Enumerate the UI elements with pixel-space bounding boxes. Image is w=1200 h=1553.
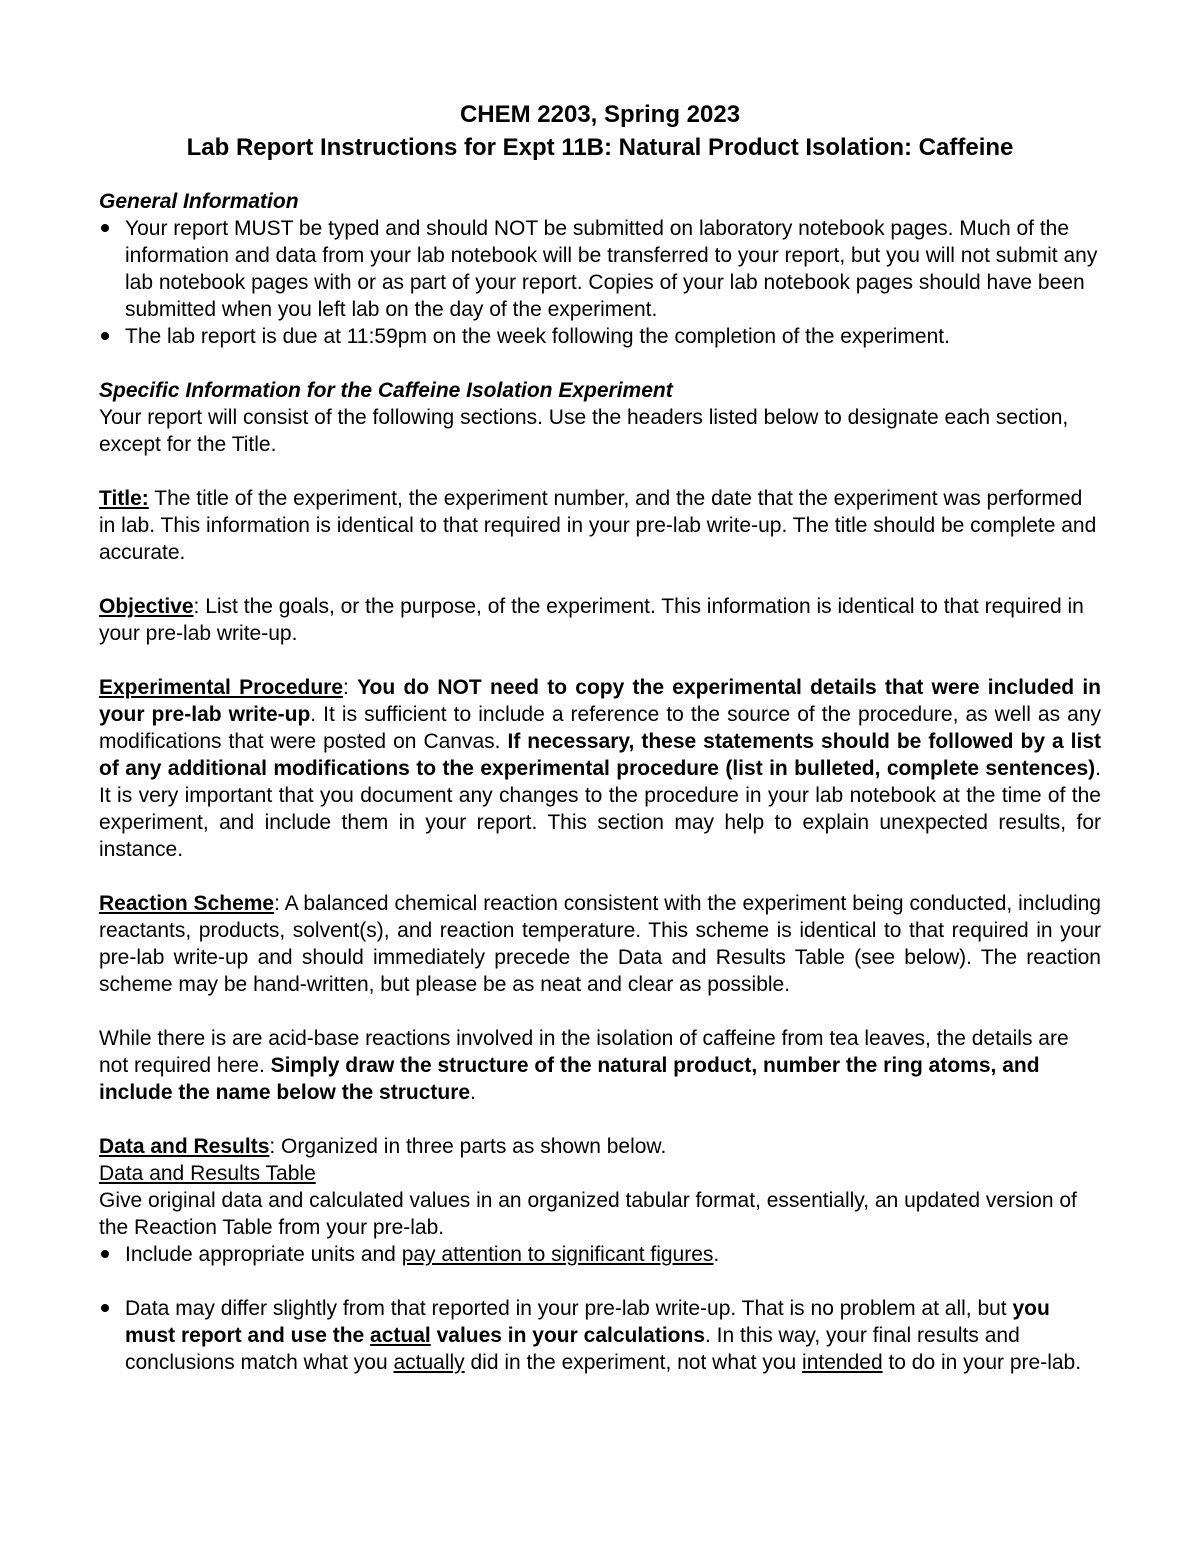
data-bullet-2-bold-2: values in your calculations xyxy=(430,1324,706,1347)
data-results-intro: Give original data and calculated values in an organized tabular format, essentially, an updated version of the Reaction Table from your pre-lab. xyxy=(99,1189,1077,1239)
specific-info-intro: Your report will consist of the following sections. Use the headers listed below to designate each section, except for the Title. xyxy=(99,406,1069,456)
data-bullet-2-actual: actual xyxy=(370,1324,431,1347)
data-bullet-2-actually: actually xyxy=(393,1351,465,1374)
data-results-label: Data and Results xyxy=(99,1135,270,1158)
bullet-icon xyxy=(101,224,109,232)
bullet-icon xyxy=(101,1304,109,1312)
data-bullet-2-bold-1: you must report and use the xyxy=(125,1297,1050,1347)
list-item xyxy=(99,215,1101,323)
data-bullet-2-a: Data may differ slightly from that reported in your pre-lab write-up. That is no problem at all, but xyxy=(125,1297,1013,1320)
data-results-list-2 xyxy=(99,1295,1101,1376)
list-item xyxy=(99,1295,1101,1376)
reaction-p2-text: While there is are acid-base reactions involved in the isolation of caffeine from tea leaves, the details are not required here. xyxy=(99,1027,1069,1077)
general-info-heading: General Information xyxy=(99,190,299,213)
data-results-text: : Organized in three parts as shown below. xyxy=(269,1135,667,1158)
reaction-paragraph-2 xyxy=(99,1025,1101,1106)
course-title: CHEM 2203, Spring 2023 xyxy=(459,101,741,128)
objective-section xyxy=(99,593,1101,647)
reaction-p2-end: . xyxy=(470,1081,476,1104)
data-bullet-2-intended: intended xyxy=(802,1351,883,1374)
document-title: Lab Report Instructions for Expt 11B: Natural Product Isolation: Caffeine xyxy=(186,134,1014,161)
title-label: Title: xyxy=(99,487,149,510)
list-item xyxy=(99,323,1101,350)
data-results-section xyxy=(99,1133,1101,1160)
procedure-bold-2: If necessary, these statements should be followed by a list of any additional modifications to the experimental procedure (list in bulleted, complete sentences) xyxy=(99,730,1101,780)
general-info-list xyxy=(99,215,1101,350)
procedure-bold-1: You do NOT need to copy the experimental details that were included in your pre-lab write-up xyxy=(99,676,1101,726)
reaction-text: : A balanced chemical reaction consistent with the experiment being conducted, including reactants, products, solvent(s), and reaction temperature. This scheme is identical to that required in your pre-lab write-up and should immediately precede the Data and Results Table (see below). The reaction scheme may be hand-written, but please be as neat and clear as possible. xyxy=(99,892,1101,996)
list-item xyxy=(99,1241,1101,1268)
data-bullet-1-end: . xyxy=(713,1243,720,1266)
data-bullet-1-text: Include appropriate units and xyxy=(125,1243,402,1266)
title-text: The title of the experiment, the experiment number, and the date that the experiment was performed in lab. This information is identical to that required in your pre-lab write-up. The title should be complete and accurate. xyxy=(99,487,1097,564)
bullet-icon xyxy=(101,1250,109,1258)
reaction-section xyxy=(99,890,1101,998)
procedure-label: Experimental Procedure xyxy=(99,676,344,699)
data-bullet-2-d: did in the experiment, not what you xyxy=(464,1351,803,1374)
data-results-list xyxy=(99,1241,1101,1268)
procedure-section xyxy=(99,674,1101,863)
data-bullet-2-e: to do in your pre-lab. xyxy=(882,1351,1082,1374)
general-bullet-2: The lab report is due at 11:59pm on the week following the completion of the experiment. xyxy=(125,325,950,348)
general-bullet-1: Your report MUST be typed and should NOT be submitted on laboratory notebook pages. Much of the information and data from your lab notebook will be transferred to your report, but you will not submit any lab notebook pages with or as part of your report. Copies of your lab notebook pages should have been submitted when you left lab on the day of the experiment. xyxy=(125,217,1098,321)
data-results-table-subheading: Data and Results Table xyxy=(99,1162,316,1185)
objective-label: Objective xyxy=(99,595,194,618)
title-section xyxy=(99,485,1101,566)
procedure-text-2: . It is very important that you document any changes to the procedure in your lab notebook at the time of the experiment, and include them in your report. This section may help to explain unexpected results, for instance. xyxy=(99,757,1101,861)
procedure-colon: : xyxy=(343,676,358,699)
data-bullet-1-underline: pay attention to significant figures xyxy=(401,1243,714,1266)
data-bullet-2-c: . In this way, your final results and conclusions match what you xyxy=(125,1324,1020,1374)
bullet-icon xyxy=(101,332,109,340)
specific-info-heading: Specific Information for the Caffeine Isolation Experiment xyxy=(99,379,673,402)
objective-text: : List the goals, or the purpose, of the experiment. This information is identical to that required in your pre-lab write-up. xyxy=(99,595,1084,645)
procedure-text-1: . It is sufficient to include a reference to the source of the procedure, as well as any modifications that were posted on Canvas. xyxy=(99,703,1101,753)
document-page xyxy=(99,98,1101,1376)
reaction-label: Reaction Scheme xyxy=(99,892,275,915)
reaction-p2-bold: Simply draw the structure of the natural product, number the ring atoms, and include the name below the structure xyxy=(99,1054,1040,1104)
